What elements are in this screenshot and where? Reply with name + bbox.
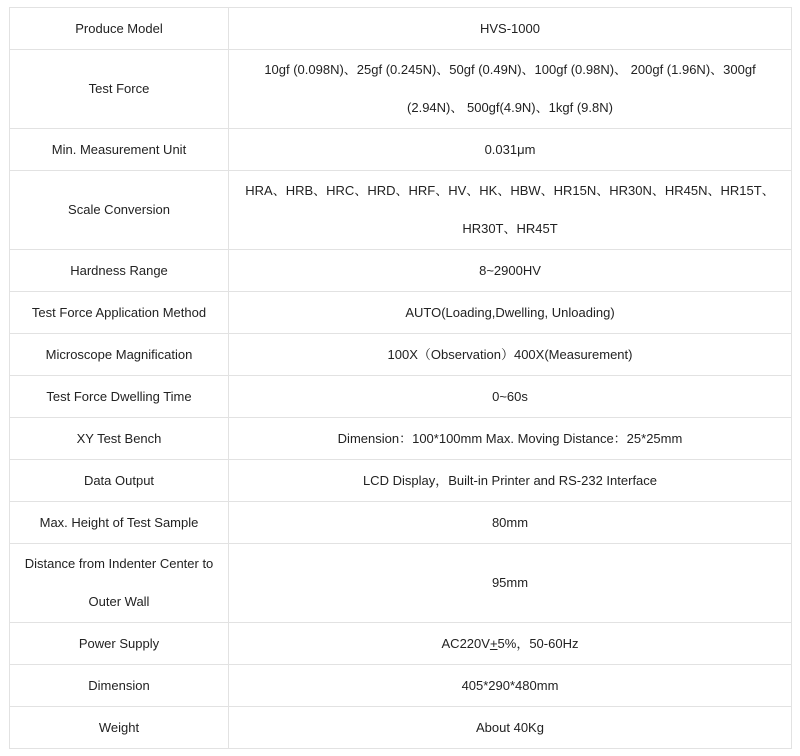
table-row	[10, 544, 792, 623]
table-row	[10, 418, 792, 460]
table-row	[10, 376, 792, 418]
row-label: Test Force Application Method	[10, 292, 229, 334]
row-value: AUTO(Loading,Dwelling, Unloading)	[229, 292, 792, 334]
row-value: 0.031μm	[229, 129, 792, 171]
value-suffix: 5%，50-60Hz	[497, 635, 579, 651]
row-label: Test Force	[10, 50, 229, 129]
table-row	[10, 50, 792, 129]
row-value: 80mm	[229, 502, 792, 544]
row-label: XY Test Bench	[10, 418, 229, 460]
row-value	[229, 623, 792, 665]
table-row	[10, 292, 792, 334]
row-value: LCD Display，Built-in Printer and RS-232 Interface	[229, 460, 792, 502]
row-label: Weight	[10, 707, 229, 749]
row-value: Dimension：100*100mm Max. Moving Distance：25*25mm	[229, 418, 792, 460]
table-row	[10, 8, 792, 50]
row-value: About 40Kg	[229, 707, 792, 749]
table-row	[10, 623, 792, 665]
row-label: Power Supply	[10, 623, 229, 665]
table-row	[10, 171, 792, 250]
table-row	[10, 129, 792, 171]
row-label: Dimension	[10, 665, 229, 707]
row-label: Data Output	[10, 460, 229, 502]
row-label: Scale Conversion	[10, 171, 229, 250]
table-row	[10, 250, 792, 292]
table-row	[10, 707, 792, 749]
row-value: HVS-1000	[229, 8, 792, 50]
row-value: 95mm	[229, 544, 792, 623]
table-row	[10, 665, 792, 707]
table-row	[10, 502, 792, 544]
row-label: Test Force Dwelling Time	[10, 376, 229, 418]
row-value: HRA、HRB、HRC、HRD、HRF、HV、HK、HBW、HR15N、HR30N、HR45N、HR15T、HR30T、HR45T	[229, 171, 792, 250]
row-value: 10gf (0.098N)、25gf (0.245N)、50gf (0.49N)、100gf (0.98N)、 200gf (1.96N)、300gf (2.94N)、 500gf(4.9N)、1kgf (9.8N)	[229, 50, 792, 129]
row-label: Distance from Indenter Center to Outer Wall	[10, 544, 229, 623]
row-label: Microscope Magnification	[10, 334, 229, 376]
value-prefix: AC220V	[441, 635, 490, 651]
table-row	[10, 460, 792, 502]
row-value: 100X（Observation）400X(Measurement)	[229, 334, 792, 376]
row-label: Min. Measurement Unit	[10, 129, 229, 171]
table-row	[10, 334, 792, 376]
row-label: Produce Model	[10, 8, 229, 50]
row-label: Hardness Range	[10, 250, 229, 292]
row-value: 405*290*480mm	[229, 665, 792, 707]
spec-table	[9, 7, 792, 749]
row-value: 0~60s	[229, 376, 792, 418]
row-value: 8~2900HV	[229, 250, 792, 292]
plus-minus-sign: +	[489, 635, 498, 651]
row-label: Max. Height of Test Sample	[10, 502, 229, 544]
